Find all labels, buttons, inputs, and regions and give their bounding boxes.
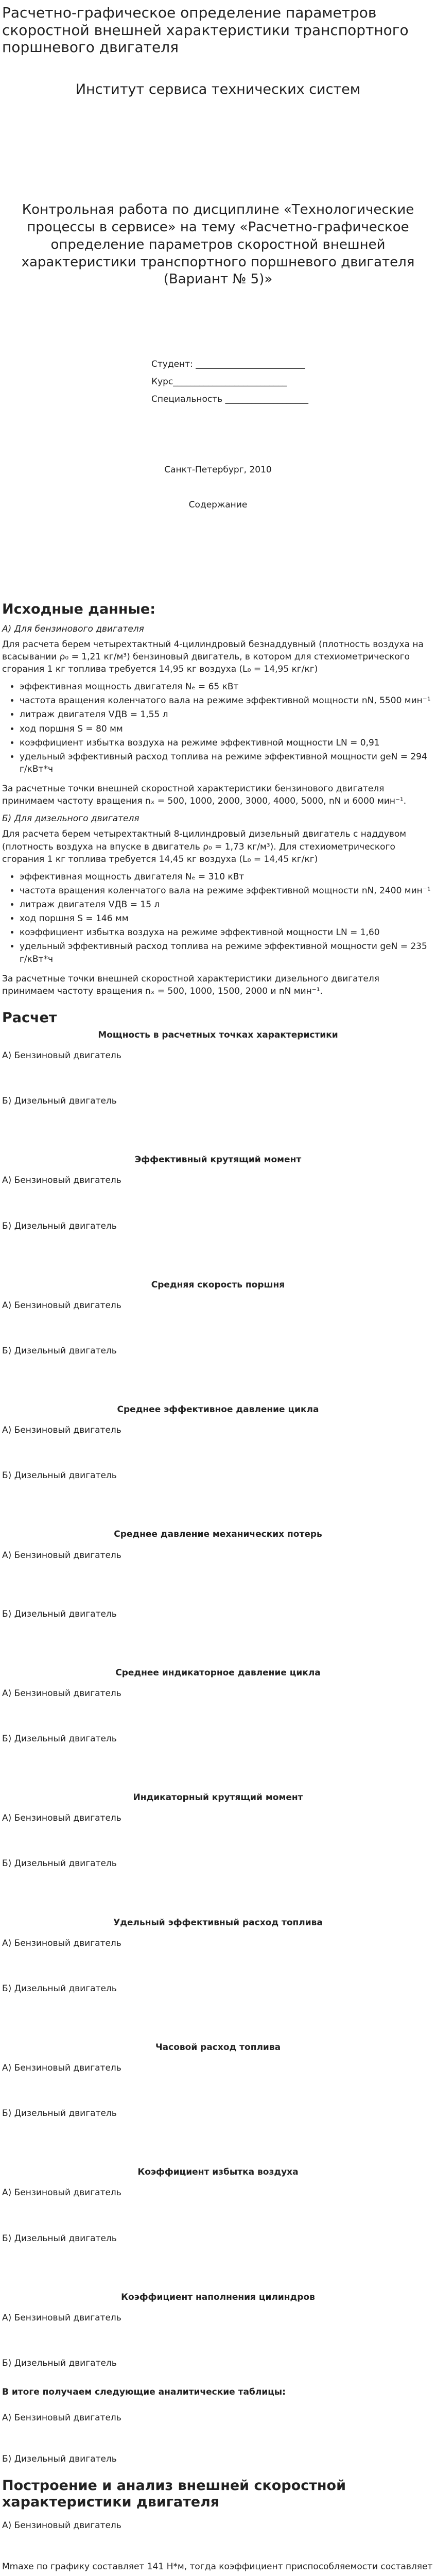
list-item: • литраж двигателя VДВ = 1,55 л [20, 708, 434, 721]
work-title: Контрольная работа по дисциплине «Технологические процессы в сервисе» на тему «Расчетно-графическое определение параметров скоростной внешней характеристики транспортного поршневого двигателя (Вариант № 5)» [21, 202, 415, 287]
petrol-paragraph: Для расчета берем четырехтактный 4-цилиндровый безнаддувный (плотность воздуха на всасывании ρ₀ = 1,21 кг/м³) бензиновый двигатель, в котором для стехиометрического сгорания 1 кг топлива требуется 14,95 кг воздуха (L₀ = 14,95 кг/кг) [2, 639, 424, 675]
list-item: • коэффициент избытка воздуха на режиме эффективной мощности LN = 0,91 [20, 737, 434, 749]
list-item: • ход поршня S = 146 мм [20, 912, 434, 925]
calc-section-mech-losses [2, 1528, 434, 1620]
student-field: Студент: _________________________ [151, 359, 305, 370]
document-title: Расчетно-графическое определение параметров скоростной внешней характеристики транспортного поршневого двигателя [2, 4, 409, 56]
calc-section-power [2, 1029, 434, 1107]
list-item: • эффективная мощность двигателя Nₑ = 65 кВт [20, 681, 434, 693]
summary-tables-label: В итоге получаем следующие аналитические таблицы: [2, 2387, 286, 2398]
diesel-label: Б) Дизельный двигатель [2, 1858, 117, 1869]
section-title: Среднее индикаторное давление цикла [115, 1667, 321, 1678]
petrol-label: А) Бензиновый двигатель [2, 1300, 121, 1311]
petrol-label: А) Бензиновый двигатель [2, 1550, 121, 1561]
list-item: • ход поршня S = 80 мм [20, 723, 434, 735]
diesel-label: Б) Дизельный двигатель [2, 1345, 117, 1356]
analysis-heading: Построение и анализ внешней скоростной характеристики двигателя [2, 2478, 346, 2510]
toc-label: Содержание [188, 500, 248, 511]
petrol-label: А) Бензиновый двигатель [2, 2188, 121, 2198]
city-year: Санкт-Петербург, 2010 [164, 465, 272, 476]
petrol-label: А) Бензиновый двигатель [2, 2520, 121, 2531]
diesel-label: Б) Дизельный двигатель [2, 1470, 117, 1481]
section-title: Среднее эффективное давление цикла [117, 1404, 319, 1415]
list-item: • удельный эффективный расход топлива на режиме эффективной мощности geN = 235 г/кВт*ч [20, 940, 434, 965]
specialty-field: Специальность ___________________ [151, 394, 309, 405]
diesel-paragraph: Для расчета берем четырехтактный 8-цилиндровый дизельный двигатель с наддувом (плотность воздуха на впуске в двигатель ρ₀ = 1,73 кг/м³). Для стехиометрического сгорания 1 кг топлива требуется 14,45 кг воздуха (L₀ = 14,45 кг/кг) [2, 829, 407, 865]
calc-section-volumetric-efficiency [2, 2291, 434, 2369]
calc-section-piston-speed [2, 1279, 434, 1357]
section-title: Средняя скорость поршня [151, 1279, 285, 1290]
calc-section-mean-pressure [2, 1403, 434, 1482]
list-item: • литраж двигателя VДВ = 15 л [20, 899, 434, 911]
petrol-note: За расчетные точки внешней скоростной характеристики бензинового двигателя принимаем частоту вращения nₓ = 500, 1000, 2000, 3000, 4000, 5000, nN и 6000 мин⁻¹. [2, 784, 407, 807]
petrol-label: А) Бензиновый двигатель [2, 2063, 121, 2074]
petrol-label: А) Бензиновый двигатель [2, 1688, 121, 1699]
institute-name: Институт сервиса технических систем [75, 81, 361, 97]
petrol-label: А) Бензиновый двигатель [2, 1175, 121, 1186]
section-title: Часовой расход топлива [155, 2042, 281, 2053]
diesel-label: Б) Дизельный двигатель [2, 1096, 117, 1107]
diesel-label: Б) Дизельный двигатель [2, 1221, 117, 1231]
section-title: Мощность в расчетных точках характеристики [98, 1029, 338, 1040]
petrol-label: А) Бензиновый двигатель [2, 2413, 121, 2424]
list-item: • коэффициент избытка воздуха на режиме эффективной мощности LN = 1,60 [20, 926, 434, 939]
section-title: Удельный эффективный расход топлива [113, 1917, 323, 1928]
petrol-label: А) Бензиновый двигатель [2, 1425, 121, 1436]
list-item: • частота вращения коленчатого вала на режиме эффективной мощности nN, 5500 мин⁻¹ [20, 694, 434, 707]
calc-section-torque [2, 1154, 434, 1232]
diesel-params-list [2, 871, 434, 965]
calculation-heading: Расчет [2, 1009, 57, 1026]
list-item: • эффективная мощность двигателя Nₑ = 310 кВт [20, 871, 434, 883]
section-title: Среднее давление механических потерь [114, 1529, 322, 1540]
calc-section-indicated-pressure [2, 1667, 434, 1745]
petrol-label: А) Бензиновый двигатель [2, 1050, 121, 1061]
section-title: Коэффициент избытка воздуха [137, 2167, 299, 2178]
diesel-label: Б) Дизельный двигатель [2, 2233, 117, 2244]
student-fields [151, 355, 434, 408]
diesel-subheading: Б) Для дизельного двигателя [2, 814, 139, 824]
petrol-label: А) Бензиновый двигатель [2, 1938, 121, 1948]
section-title: Коэффициент наполнения цилиндров [121, 2292, 315, 2302]
diesel-label: Б) Дизельный двигатель [2, 1983, 117, 1994]
list-item: • частота вращения коленчатого вала на режиме эффективной мощности nN, 2400 мин⁻¹ [20, 885, 434, 897]
calc-section-indicated-torque [2, 1791, 434, 1870]
calc-section-air-excess [2, 2166, 434, 2244]
petrol-label: А) Бензиновый двигатель [2, 1813, 121, 1824]
calc-section-specific-consumption [2, 1917, 434, 1995]
diesel-label: Б) Дизельный двигатель [2, 2358, 117, 2368]
diesel-note: За расчетные точки внешней скоростной характеристики дизельного двигателя принимаем частоту вращения nₓ = 500, 1000, 1500, 2000 и nN мин⁻¹. [2, 973, 379, 996]
diesel-label: Б) Дизельный двигатель [2, 2108, 117, 2119]
petrol-params-list [2, 681, 434, 775]
petrol-label: А) Бензиновый двигатель [2, 2312, 121, 2323]
section-title: Эффективный крутящий момент [134, 1155, 302, 1165]
calc-section-hourly-consumption [2, 2041, 434, 2120]
diesel-label: Б) Дизельный двигатель [2, 1734, 117, 1744]
petrol-max-torque: Мmaxe по графику составляет 141 Н*м, тогда коэффициент приспособляемости составляет [2, 2561, 433, 2572]
initial-data-heading: Исходные данные: [2, 601, 156, 618]
course-field: Курс__________________________ [151, 377, 287, 387]
petrol-subheading: А) Для бензинового двигателя [2, 623, 144, 634]
diesel-label: Б) Дизельный двигатель [2, 2454, 117, 2465]
list-item: • удельный эффективный расход топлива на режиме эффективной мощности geN = 294 г/кВт*ч [20, 751, 434, 775]
section-title: Индикаторный крутящий момент [133, 1792, 303, 1803]
diesel-label: Б) Дизельный двигатель [2, 1608, 117, 1619]
